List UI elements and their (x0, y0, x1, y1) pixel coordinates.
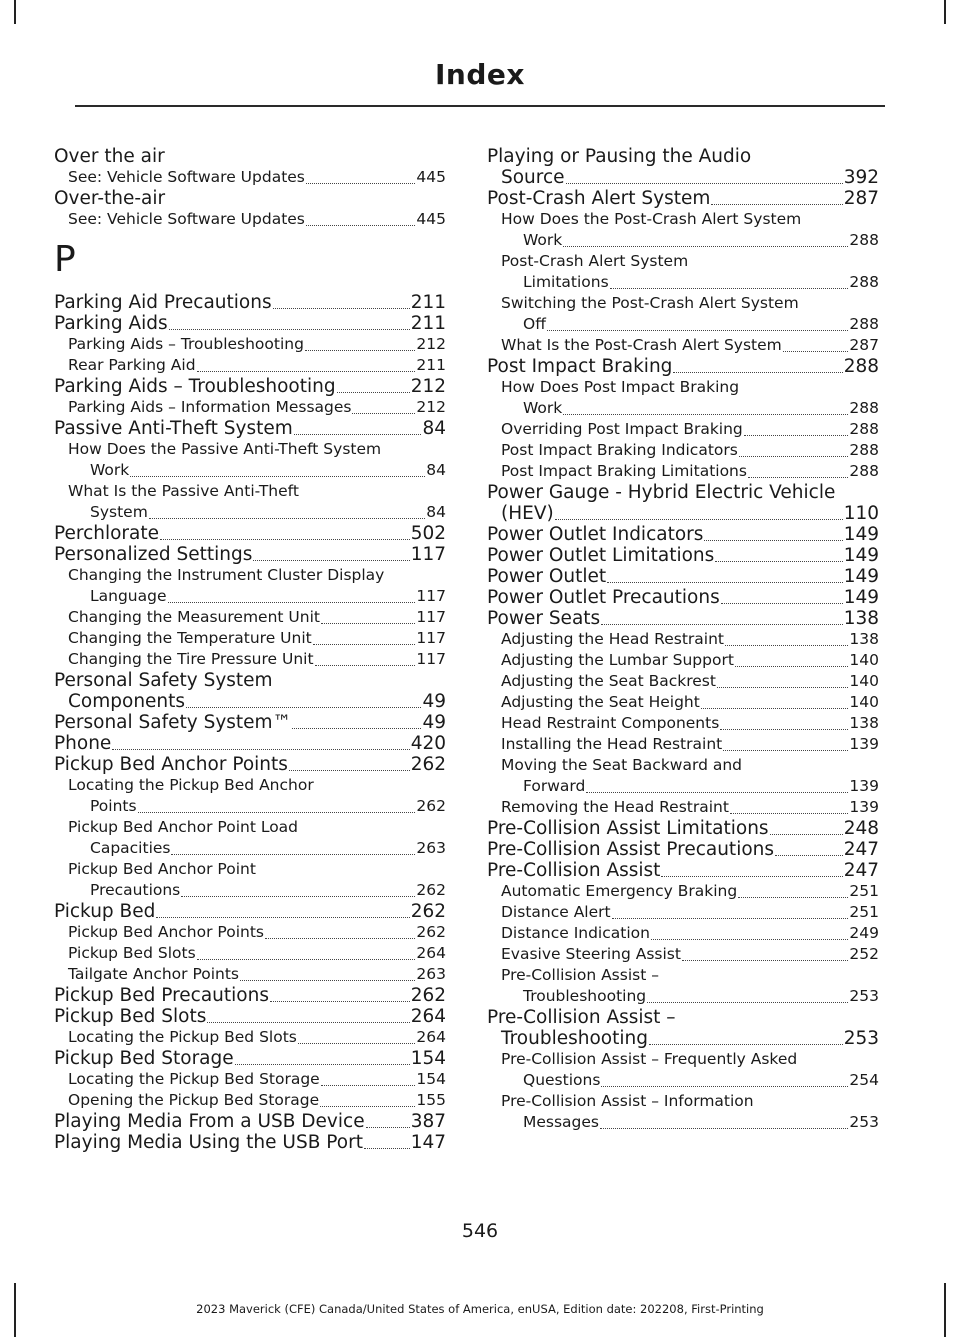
index-entry[interactable]: Pickup Bed Slots 264 (54, 1006, 446, 1027)
index-subentry: What Is the Passive Anti-Theft (68, 482, 299, 500)
index-subentry[interactable]: Parking Aids – Troubleshooting 212 (68, 335, 446, 353)
index-subentry[interactable]: Pickup Bed Slots 264 (68, 944, 446, 962)
index-section-letter: P (54, 239, 76, 280)
index-subentry-continued[interactable]: Troubleshooting 253 (523, 987, 879, 1005)
index-entry[interactable]: Power Outlet Limitations 149 (487, 545, 879, 566)
index-subentry[interactable]: Removing the Head Restraint 139 (501, 798, 879, 816)
index-entry[interactable]: Power Outlet 149 (487, 566, 879, 587)
index-subentry: Pre-Collision Assist – (501, 966, 659, 984)
index-entry[interactable]: Personalized Settings 117 (54, 544, 446, 565)
index-subentry[interactable]: Locating the Pickup Bed Slots 264 (68, 1028, 446, 1046)
index-entry[interactable]: Pre-Collision Assist Precautions 247 (487, 839, 879, 860)
index-entry: Personal Safety System (54, 670, 273, 691)
index-subentry-continued[interactable]: Language 117 (90, 587, 446, 605)
index-subentry: Moving the Seat Backward and (501, 756, 742, 774)
index-subentry-continued[interactable]: Work 288 (523, 231, 879, 249)
index-subentry-continued[interactable]: System 84 (90, 503, 446, 521)
index-subentry: Pickup Bed Anchor Point (68, 860, 256, 878)
index-entry[interactable]: Phone 420 (54, 733, 446, 754)
index-entry[interactable]: Power Outlet Indicators 149 (487, 524, 879, 545)
index-entry[interactable]: Pre-Collision Assist Limitations 248 (487, 818, 879, 839)
index-entry[interactable]: Playing Media From a USB Device 387 (54, 1111, 446, 1132)
index-subentry: Switching the Post-Crash Alert System (501, 294, 799, 312)
index-entry-continued[interactable]: Troubleshooting 253 (501, 1028, 879, 1049)
index-entry: Pre-Collision Assist – (487, 1007, 676, 1028)
index-entry[interactable]: Personal Safety System™ 49 (54, 712, 446, 733)
index-entry[interactable]: Post Impact Braking 288 (487, 356, 879, 377)
index-entry: Playing or Pausing the Audio (487, 146, 752, 167)
index-entry[interactable]: Pickup Bed 262 (54, 901, 446, 922)
index-entry[interactable]: Parking Aids 211 (54, 313, 446, 334)
index-entry: Over-the-air (54, 188, 166, 209)
page-number: 546 (461, 1220, 499, 1242)
index-column-left (54, 146, 446, 1153)
index-subentry[interactable]: Rear Parking Aid 211 (68, 356, 446, 374)
index-subentry: Pickup Bed Anchor Point Load (68, 818, 299, 836)
index-subentry[interactable]: Distance Alert 251 (501, 903, 879, 921)
index-entry[interactable]: Pickup Bed Storage 154 (54, 1048, 446, 1069)
index-subentry[interactable]: Evasive Steering Assist 252 (501, 945, 879, 963)
index-subentry[interactable]: Post Impact Braking Limitations 288 (501, 462, 879, 480)
index-subentry[interactable]: Changing the Temperature Unit 117 (68, 629, 446, 647)
index-subentry: How Does the Passive Anti-Theft System (68, 440, 382, 458)
header-divider (75, 105, 885, 107)
index-subentry[interactable]: Parking Aids – Information Messages 212 (68, 398, 446, 416)
index-subentry[interactable]: Automatic Emergency Braking 251 (501, 882, 879, 900)
index-subentry-continued[interactable]: Messages 253 (523, 1113, 879, 1131)
index-entry[interactable]: Power Outlet Precautions 149 (487, 587, 879, 608)
index-subentry[interactable]: Tailgate Anchor Points 263 (68, 965, 446, 983)
index-subentry-continued[interactable]: Precautions 262 (90, 881, 446, 899)
index-entry[interactable]: Playing Media Using the USB Port 147 (54, 1132, 446, 1153)
index-subentry[interactable]: Adjusting the Seat Height 140 (501, 693, 879, 711)
index-subentry-continued[interactable]: Questions 254 (523, 1071, 879, 1089)
index-subentry[interactable]: Installing the Head Restraint 139 (501, 735, 879, 753)
index-entry: Power Gauge - Hybrid Electric Vehicle (487, 482, 836, 503)
index-subentry: Locating the Pickup Bed Anchor (68, 776, 314, 794)
index-entry[interactable]: Passive Anti-Theft System 84 (54, 418, 446, 439)
index-subentry-continued[interactable]: Capacities 263 (90, 839, 446, 857)
index-subentry-continued[interactable]: Points 262 (90, 797, 446, 815)
index-subentry: Changing the Instrument Cluster Display (68, 566, 385, 584)
index-entry[interactable]: Pickup Bed Precautions 262 (54, 985, 446, 1006)
index-subentry[interactable]: Overriding Post Impact Braking 288 (501, 420, 879, 438)
index-column-right (487, 146, 879, 1133)
index-entry-continued[interactable]: Source 392 (501, 167, 879, 188)
index-subentry: Post-Crash Alert System (501, 252, 689, 270)
index-entry[interactable]: Pickup Bed Anchor Points 262 (54, 754, 446, 775)
index-entry[interactable]: Pre-Collision Assist 247 (487, 860, 879, 881)
index-subentry: Pre-Collision Assist – Information (501, 1092, 754, 1110)
index-entry[interactable]: Perchlorate 502 (54, 523, 446, 544)
index-subentry[interactable]: Opening the Pickup Bed Storage 155 (68, 1091, 446, 1109)
index-subentry[interactable]: Changing the Measurement Unit 117 (68, 608, 446, 626)
index-subentry[interactable]: Pickup Bed Anchor Points 262 (68, 923, 446, 941)
index-entry[interactable]: Parking Aid Precautions 211 (54, 292, 446, 313)
index-subentry[interactable]: Adjusting the Lumbar Support 140 (501, 651, 879, 669)
index-subentry[interactable]: Changing the Tire Pressure Unit 117 (68, 650, 446, 668)
index-subentry: How Does the Post-Crash Alert System (501, 210, 802, 228)
index-entry-continued[interactable]: Components 49 (68, 691, 446, 712)
index-entry: Over the air (54, 146, 165, 167)
index-entry[interactable]: Parking Aids – Troubleshooting 212 (54, 376, 446, 397)
index-entry[interactable]: Power Seats 138 (487, 608, 879, 629)
index-subentry[interactable]: Post Impact Braking Indicators 288 (501, 441, 879, 459)
crop-mark-top-left (14, 0, 16, 24)
index-subentry-continued[interactable]: Limitations 288 (523, 273, 879, 291)
page-title: Index (435, 58, 525, 91)
index-entry-continued[interactable]: (HEV) 110 (501, 503, 879, 524)
index-subentry[interactable]: See: Vehicle Software Updates 445 (68, 168, 446, 186)
index-subentry-continued[interactable]: Work 84 (90, 461, 446, 479)
index-subentry[interactable]: Adjusting the Head Restraint 138 (501, 630, 879, 648)
index-subentry[interactable]: See: Vehicle Software Updates 445 (68, 210, 446, 228)
index-subentry[interactable]: Adjusting the Seat Backrest 140 (501, 672, 879, 690)
index-subentry: How Does Post Impact Braking (501, 378, 740, 396)
index-subentry[interactable]: Distance Indication 249 (501, 924, 879, 942)
index-subentry: Pre-Collision Assist – Frequently Asked (501, 1050, 798, 1068)
index-subentry-continued[interactable]: Forward 139 (523, 777, 879, 795)
index-subentry[interactable]: Locating the Pickup Bed Storage 154 (68, 1070, 446, 1088)
crop-mark-top-right (944, 0, 946, 24)
index-subentry-continued[interactable]: Off 288 (523, 315, 879, 333)
index-entry[interactable]: Post-Crash Alert System 287 (487, 188, 879, 209)
index-subentry[interactable]: Head Restraint Components 138 (501, 714, 879, 732)
edition-footer: 2023 Maverick (CFE) Canada/United States of America, enUSA, Edition date: 202208, First-Printing (196, 1302, 764, 1316)
index-subentry-continued[interactable]: Work 288 (523, 399, 879, 417)
index-subentry[interactable]: What Is the Post-Crash Alert System 287 (501, 336, 879, 354)
